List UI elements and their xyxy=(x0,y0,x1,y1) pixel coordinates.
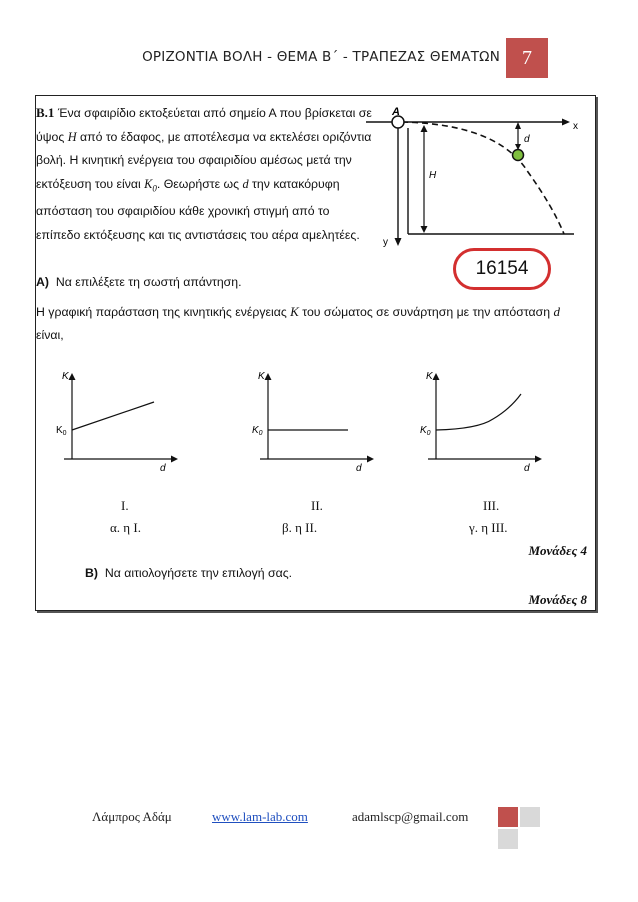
option-a: α. η Ι. xyxy=(110,520,141,535)
graph-I-axis-y: K xyxy=(62,371,69,382)
intro-text-2: από το έδαφος, με αποτέλεσμα να εκτελέσει οριζόντια βολή. Η κινητική ενέργεια του σφαιριδίου αμέσως μετά την εκτόξευση του είναι xyxy=(36,129,372,191)
intro-var-H: Η xyxy=(67,129,77,144)
question-text-1: Η γραφική παράσταση της κινητικής ενέργειας xyxy=(36,305,291,319)
part-a-heading xyxy=(36,275,242,289)
question-var-K: Κ xyxy=(290,304,299,319)
intro-var-d: d xyxy=(242,176,249,191)
graph-II-axis-y: K xyxy=(258,371,265,382)
graph-I xyxy=(54,367,184,477)
part-b-label: Β) xyxy=(85,566,98,580)
question-text-2: του σώματος σε συνάρτηση με την απόσταση xyxy=(298,305,554,319)
points-part-b: Μονάδες 8 xyxy=(528,592,587,607)
exercise-label: Β.1 xyxy=(36,105,55,120)
part-a-label: Α) xyxy=(36,275,49,289)
option-b: β. η ΙΙ. xyxy=(282,520,318,535)
figure-label-d: d xyxy=(524,134,530,145)
points-part-a: Μονάδες 4 xyxy=(528,543,587,558)
question-text-3: είναι, xyxy=(36,328,64,342)
page-number-badge xyxy=(506,38,548,78)
footer-email: adamlscp@gmail.com xyxy=(352,809,469,824)
graph-I-K0: $K_0$ xyxy=(56,425,67,437)
figure-label-H: H xyxy=(429,170,437,181)
exam-code: 16154 xyxy=(475,258,529,279)
exam-code-stamp xyxy=(453,248,551,290)
footer-decor-square xyxy=(498,829,518,849)
intro-text-1: Ένα σφαιρίδιο εκτοξεύεται από σημείο Α που βρίσκεται σε ύψος xyxy=(36,106,372,144)
graph-III-axis-x: d xyxy=(524,463,530,474)
part-b-text: Να αιτιολογήσετε την επιλογή σας. xyxy=(104,566,293,580)
intro-text-3: . Θεωρήστε ως xyxy=(156,176,243,191)
graph-II-K0: $K_0$ xyxy=(252,425,263,437)
footer-website[interactable] xyxy=(212,809,308,825)
intro-var-K0: $K_0$ xyxy=(144,176,157,193)
footer-author: Λάμπρος Αδάμ xyxy=(92,809,172,824)
projectile-figure xyxy=(358,102,588,252)
figure-label-x: x xyxy=(573,121,578,132)
part-a-question xyxy=(36,300,581,347)
page-header-title: ΟΡΙΖΟΝΤΙΑ ΒΟΛΗ - ΘΕΜΑ Β΄ - ΤΡΑΠΕΖΑΣ ΘΕΜΑΤΩΝ xyxy=(142,49,500,65)
website-link[interactable]: www.lam-lab.com xyxy=(212,809,308,824)
figure-label-A: A xyxy=(392,106,400,118)
option-c: γ. η ΙΙΙ. xyxy=(469,520,508,535)
figure-label-y: y xyxy=(383,237,388,248)
graph-II-axis-x: d xyxy=(356,463,362,474)
footer-decor-square xyxy=(520,807,540,827)
intro-text-4: την κατακόρυφη απόσταση του σφαιριδίου κάθε χρονική στιγμή από το επίπεδο εκτόξευσης και τις αντιστάσεις του αέρα αμελητέες. xyxy=(36,176,360,242)
graph-II xyxy=(250,367,380,477)
graph-III xyxy=(418,367,548,477)
part-b-heading xyxy=(85,566,292,580)
graph-II-roman: ΙΙ. xyxy=(311,498,323,513)
footer-decor-square xyxy=(498,807,518,827)
exercise-intro xyxy=(36,101,376,247)
part-a-text: Να επιλέξετε τη σωστή απάντηση. xyxy=(55,275,242,289)
graph-III-axis-y: K xyxy=(426,371,433,382)
graph-III-K0: $K_0$ xyxy=(420,425,431,437)
graph-I-roman: Ι. xyxy=(121,498,129,513)
page-number: 7 xyxy=(522,46,532,69)
graph-III-roman: ΙΙΙ. xyxy=(483,498,500,513)
question-var-d: d xyxy=(553,304,560,319)
graph-I-axis-x: d xyxy=(160,463,166,474)
